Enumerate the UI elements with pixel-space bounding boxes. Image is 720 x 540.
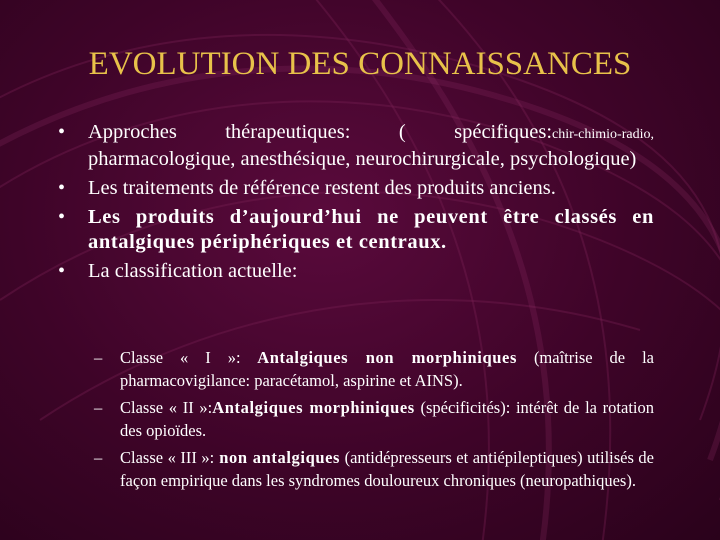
bullet-marker: •	[58, 177, 66, 199]
sub-bullet-bold: non antalgiques	[214, 448, 341, 467]
bullet-item-classification	[58, 259, 654, 284]
sub-bullet-list	[94, 346, 654, 496]
bullet-marker: •	[58, 121, 66, 143]
sub-bullet-classe-1	[94, 346, 654, 392]
bullet-text: La classification actuelle:	[88, 260, 298, 282]
sub-bullet-bold: Antalgiques non morphiniques	[240, 348, 517, 367]
sub-bullet-rest: (maîtrise de la pharmacovigilance: paracétamol, aspirine et AINS).	[120, 348, 654, 390]
bullet-text: Les produits d’aujourd’hui ne peuvent être classés en antalgiques périphériques et centraux.	[88, 206, 654, 253]
bullet-item-approches	[58, 120, 654, 172]
sub-bullet-label: Classe « I »:	[120, 348, 241, 367]
sub-bullet-classe-2	[94, 396, 654, 442]
bullet-text-continued: pharmacologique, anesthésique, neurochirurgicale, psychologique)	[88, 148, 637, 170]
dash-marker: –	[94, 348, 103, 367]
sub-bullet-label: Classe « III »:	[120, 448, 215, 467]
bullet-text-small: chir-chimio-radio,	[552, 127, 654, 142]
sub-bullet-rest: (antidépresseurs et antiépileptiques) utilisés de façon empirique dans les syndromes douloureux chroniques (neuropathiques).	[120, 448, 655, 490]
bullet-marker: •	[58, 260, 66, 282]
bullet-item-traitements	[58, 176, 654, 201]
bullet-text: Les traitements de référence restent des produits anciens.	[88, 177, 556, 199]
slide-title: EVOLUTION DES CONNAISSANCES	[88, 46, 632, 82]
bullet-item-produits	[58, 205, 654, 255]
sub-bullet-bold: Antalgiques morphiniques	[212, 398, 415, 417]
sub-bullet-label: Classe « II »:	[120, 398, 213, 417]
sub-bullet-rest: (spécificités): intérêt de la rotation des opioïdes.	[120, 398, 654, 440]
dash-marker: –	[94, 448, 103, 467]
main-bullet-list	[58, 120, 654, 288]
dash-marker: –	[94, 398, 103, 417]
bullet-text: Approches thérapeutiques: ( spécifiques:	[88, 121, 553, 143]
sub-bullet-classe-3	[94, 446, 654, 492]
bullet-marker: •	[58, 206, 66, 228]
